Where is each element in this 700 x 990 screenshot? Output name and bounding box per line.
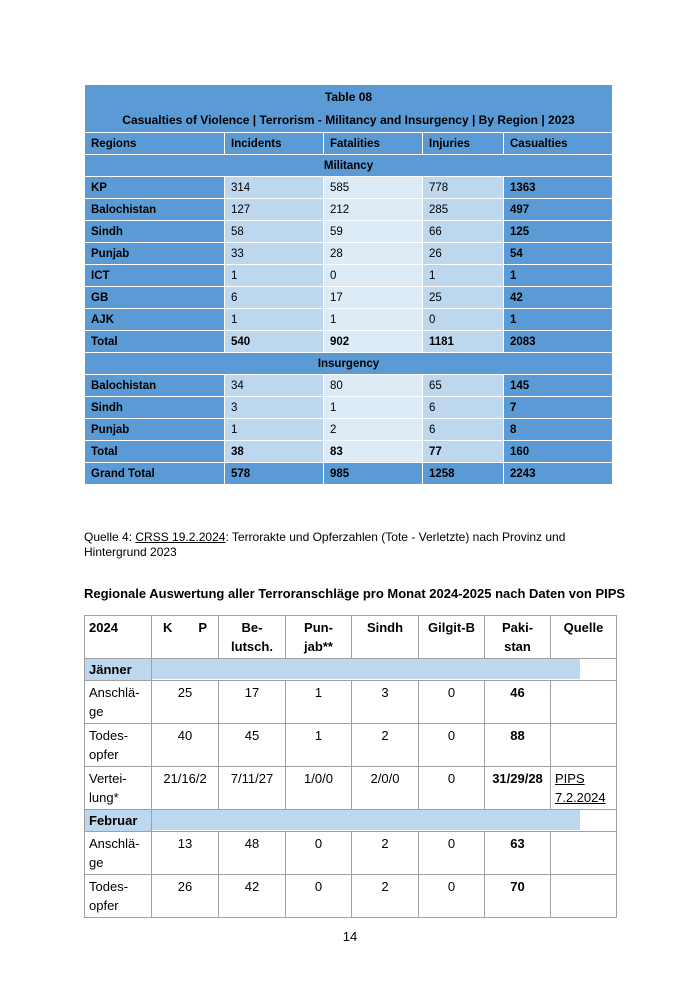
cell-casualties: 160 [504,441,613,463]
cell-incidents: 33 [225,243,324,265]
row-label-line1: Vertei- [89,771,127,786]
cell-belutsch: 7/11/27 [219,767,286,810]
cell-incidents: 127 [225,199,324,221]
header-sindh: Sindh [352,616,419,659]
cell-fatalities: 1 [324,309,423,331]
cell-kp: 25 [152,681,219,724]
cell-sindh: 2 [352,832,419,875]
cell-incidents: 1 [225,265,324,287]
header-injuries: Injuries [423,133,504,155]
cell-injuries: 1 [423,265,504,287]
cell-belutsch: 17 [219,681,286,724]
cell-region: Sindh [85,397,225,419]
cell-fatalities: 28 [324,243,423,265]
caption-prefix: Quelle 4: [84,530,136,544]
cell-sindh: 2 [352,724,419,767]
cell-punjab: 0 [286,832,352,875]
cell-kp: 13 [152,832,219,875]
figure-caption [84,530,618,560]
cell-sindh: 2/0/0 [352,767,419,810]
grand-total-label: Grand Total [85,463,225,485]
cell-region: AJK [85,309,225,331]
cell-fatalities: 1 [324,397,423,419]
section-militancy: Militancy [85,155,613,177]
table-row [85,375,613,397]
cell-injuries: 1181 [423,331,504,353]
table-row [85,309,613,331]
regional-header-row [85,616,617,659]
table-row [85,331,613,353]
row-label [85,724,152,767]
cell-fatalities: 17 [324,287,423,309]
table-row [85,767,617,810]
cell-region: Punjab [85,419,225,441]
cell-incidents: 58 [225,221,324,243]
cell-quelle [551,681,617,724]
insurgency-rows [85,375,613,463]
grand-total-fatalities: 985 [324,463,423,485]
header-kp-p: P [198,620,208,635]
cell-region: Total [85,331,225,353]
cell-quelle [551,767,617,810]
cell-injuries: 25 [423,287,504,309]
header-pakistan [485,616,551,659]
cell-pakistan: 63 [485,832,551,875]
row-label-line1: Anschlä- [89,685,140,700]
row-label-line2: lung* [89,790,119,805]
cell-incidents: 34 [225,375,324,397]
cell-fatalities: 83 [324,441,423,463]
month-row-februar [85,810,617,832]
cell-injuries: 6 [423,397,504,419]
cell-injuries: 77 [423,441,504,463]
cell-injuries: 285 [423,199,504,221]
cell-fatalities: 585 [324,177,423,199]
table-08-header-row [85,133,613,155]
cell-fatalities: 0 [324,265,423,287]
caption-text: : Terrorakte und Opferzahlen (Tote - Verletzte) nach Provinz und Hintergrund 2023 [84,530,566,559]
month-row-jaenner [85,659,617,681]
cell-punjab: 1 [286,724,352,767]
cell-injuries: 66 [423,221,504,243]
page-number: 14 [342,929,358,944]
cell-fatalities: 59 [324,221,423,243]
section-heading: Regionale Auswertung aller Terroranschläge pro Monat 2024-2025 nach Daten von PIPS [84,586,626,601]
header-kp [152,616,219,659]
month-name: Februar [85,810,152,832]
cell-injuries: 0 [423,309,504,331]
table-row [85,441,613,463]
cell-region: Balochistan [85,375,225,397]
cell-pakistan: 31/29/28 [485,767,551,810]
cell-belutsch: 48 [219,832,286,875]
table-row [85,681,617,724]
grand-total-row [85,463,613,485]
cell-casualties: 1 [504,265,613,287]
cell-casualties: 125 [504,221,613,243]
cell-incidents: 3 [225,397,324,419]
cell-incidents: 314 [225,177,324,199]
table-row [85,724,617,767]
table-row [85,397,613,419]
cell-fatalities: 80 [324,375,423,397]
cell-incidents: 6 [225,287,324,309]
header-incidents: Incidents [225,133,324,155]
cell-punjab: 1/0/0 [286,767,352,810]
header-belutsch-line2: lutsch. [231,639,273,654]
header-kp-k: K [162,620,173,635]
cell-incidents: 540 [225,331,324,353]
table-row [85,832,617,875]
table-08 [84,84,613,485]
cell-punjab: 0 [286,875,352,918]
source-link-pips[interactable]: PIPS [555,771,585,786]
cell-region: Punjab [85,243,225,265]
cell-casualties: 1363 [504,177,613,199]
row-label-line1: Todes- [89,879,129,894]
row-label [85,832,152,875]
militancy-rows [85,177,613,353]
cell-fatalities: 902 [324,331,423,353]
cell-casualties: 145 [504,375,613,397]
row-label-line2: opfer [89,747,119,762]
header-casualties: Casualties [504,133,613,155]
row-label [85,681,152,724]
cell-casualties: 54 [504,243,613,265]
cell-kp: 21/16/2 [152,767,219,810]
header-year: 2024 [85,616,152,659]
cell-casualties: 7 [504,397,613,419]
cell-belutsch: 45 [219,724,286,767]
cell-gilgit: 0 [419,875,485,918]
cell-casualties: 8 [504,419,613,441]
header-belutsch-line1: Be- [241,620,263,635]
source-link-date[interactable]: 7.2.2024 [555,790,606,805]
cell-casualties: 1 [504,309,613,331]
table-08-title: Table 08 [324,89,373,104]
row-label [85,875,152,918]
cell-gilgit: 0 [419,724,485,767]
table-row [85,177,613,199]
cell-belutsch: 42 [219,875,286,918]
header-fatalities: Fatalities [324,133,423,155]
row-label [85,767,152,810]
row-label-line2: ge [89,855,104,870]
row-label-line1: Todes- [89,728,129,743]
cell-sindh: 3 [352,681,419,724]
caption-source-link[interactable]: CRSS 19.2.2024 [135,530,226,544]
grand-total-injuries: 1258 [423,463,504,485]
cell-kp: 40 [152,724,219,767]
header-punjab-line1: Pun- [304,620,333,635]
cell-pakistan: 88 [485,724,551,767]
header-punjab-line2: jab** [304,639,333,654]
cell-casualties: 497 [504,199,613,221]
month-name: Jänner [85,659,152,681]
table-row [85,287,613,309]
cell-incidents: 1 [225,309,324,331]
cell-region: ICT [85,265,225,287]
table-08-subtitle: Casualties of Violence | Terrorism - Militancy and Insurgency | By Region | 2023 [122,112,575,127]
table-08-title-cell [85,85,613,133]
header-punjab [286,616,352,659]
cell-casualties: 2083 [504,331,613,353]
cell-casualties: 42 [504,287,613,309]
table-row [85,199,613,221]
cell-pakistan: 70 [485,875,551,918]
cell-region: KP [85,177,225,199]
header-regions: Regions [85,133,225,155]
header-belutsch [219,616,286,659]
cell-fatalities: 2 [324,419,423,441]
grand-total-incidents: 578 [225,463,324,485]
table-row [85,243,613,265]
table-row [85,419,613,441]
cell-injuries: 6 [423,419,504,441]
row-label-line2: ge [89,704,104,719]
cell-injuries: 778 [423,177,504,199]
table-row [85,875,617,918]
cell-region: Balochistan [85,199,225,221]
regional-table [84,615,617,918]
cell-injuries: 26 [423,243,504,265]
header-quelle: Quelle [551,616,617,659]
cell-pakistan: 46 [485,681,551,724]
header-gilgit: Gilgit-B [419,616,485,659]
cell-injuries: 65 [423,375,504,397]
cell-quelle [551,724,617,767]
cell-gilgit: 0 [419,767,485,810]
cell-region: GB [85,287,225,309]
cell-sindh: 2 [352,875,419,918]
cell-punjab: 1 [286,681,352,724]
cell-kp: 26 [152,875,219,918]
cell-quelle [551,832,617,875]
cell-region: Total [85,441,225,463]
cell-fatalities: 212 [324,199,423,221]
cell-gilgit: 0 [419,832,485,875]
header-pakistan-line2: stan [504,639,531,654]
cell-region: Sindh [85,221,225,243]
grand-total-casualties: 2243 [504,463,613,485]
cell-incidents: 1 [225,419,324,441]
header-pakistan-line1: Paki- [501,620,534,635]
row-label-line1: Anschlä- [89,836,140,851]
cell-incidents: 38 [225,441,324,463]
table-row [85,265,613,287]
cell-gilgit: 0 [419,681,485,724]
table-row [85,221,613,243]
cell-quelle [551,875,617,918]
row-label-line2: opfer [89,898,119,913]
section-insurgency: Insurgency [85,353,613,375]
